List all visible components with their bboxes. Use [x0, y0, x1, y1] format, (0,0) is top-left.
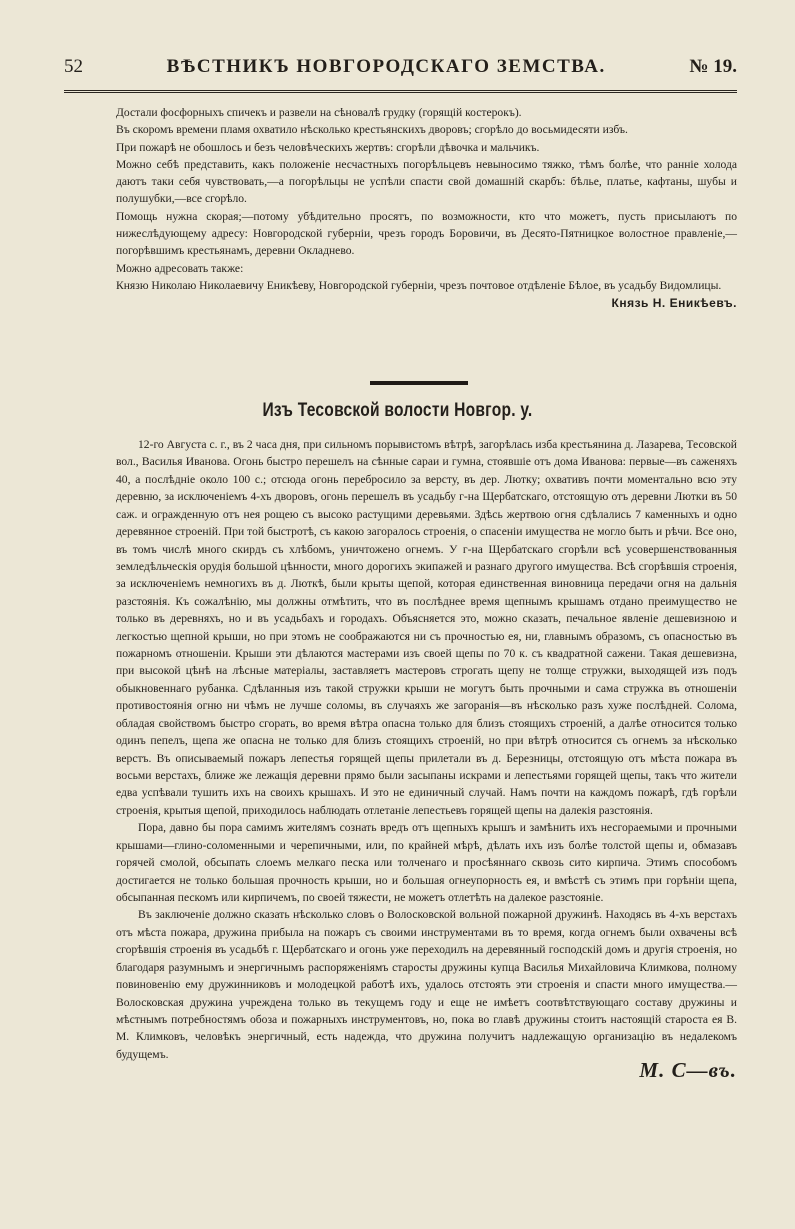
article-paragraph: Въ заключеніе должно сказать нѣсколько словъ о Волосковской вольной пожарной дружинѣ. Находясь въ 4-хъ верстахъ отъ мѣста пожара, дружина прибыла на пожаръ съ своими инструментами въ то время, когда огнемъ были охвачены всѣ сгорѣвшія строенія въ усадьбѣ г. Щербатскаго и огонь уже переходилъ на деревянный господскій домъ и другія строенія, но благодаря разумнымъ и энергичнымъ распоряженіямъ старосты дружины купца Василья Михайловича Климкова, полному повиновенію ему дружинниковъ и молодецкой работѣ ихъ, удалось отстоять эти строенія и спасти много имущества.—Волосковская дружина учреждена только въ текущемъ году и еще не имѣетъ соотвѣтствующаго составу дружины и мѣстнымъ потребностямъ обоза и пожарныхъ инструментовъ, но, пока во главѣ дружины стоитъ настоящій староста ея В. М. Климковъ, человѣкъ энергичный, есть надежда, что дружина получитъ надлежащую организацію въ недалекомъ будущемъ.	[116, 908, 737, 1061]
letter-block	[116, 104, 737, 313]
letter-paragraph: Достали фосфорныхъ спичекъ и развели на сѣновалѣ грудку (горящій костерокъ).	[116, 106, 522, 119]
running-header	[64, 56, 737, 93]
article-body	[116, 436, 737, 1063]
article-paragraph: Пора, давно бы пора самимъ жителямъ сознать вредъ отъ щепныхъ крышъ и замѣнить ихъ несгораемыми и прочными крышами—глино-соломенными и черепичными, или, по крайней мѣрѣ, дѣлать ихъ изъ болѣе толстой щепы и, обмазавъ горячей смолой, обсыпать слоемъ мелкаго песка или толченаго и просѣяннаго сквозь сито кирпича. Этимъ способомъ достигается не только большая прочность крыши, но и большая огнеупорность ея, и вмѣстѣ съ этимъ при горѣніи щепа, обсыпанная пескомъ или кирпичемъ, по своей тяжести, не можетъ отлетѣть на далекое разстояніе.	[116, 821, 737, 904]
letter-paragraph: Въ скоромъ времени пламя охватило нѣсколько крестьянскихъ дворовъ; сгорѣло до восьмидесяти избъ.	[116, 123, 628, 137]
section-title: Изъ Тесовской волости Новгор. у.	[262, 400, 533, 421]
article-paragraph: 12-го Августа с. г., въ 2 часа дня, при сильномъ порывистомъ вѣтрѣ, загорѣлась изба крестьянина д. Лазарева, Тесовской вол., Василья Иванова. Огонь быстро перешелъ на сѣнные сараи и гумна, стоявшіе отъ дома Иванова: первые—въ саженяхъ 40, а послѣдніе около 100 с.; отсюда огонь перебросило за версту, въ дер. Лютку; охвативъ почти моментально всю эту деревню, за исключеніемъ 4-хъ дворовъ, огонь перешелъ въ усадьбу г-на Щербатскаго, отстоящую отъ деревни Лютки въ 50 саж. и огражденную отъ нея рощею съ высоко растущими деревьями. Здѣсь жертвою огня сдѣлались 7 каменныхъ и одно деревянное строеній. При той быстротѣ, съ какою загоралось строенія, о спасеніи имущества не могло быть и рѣчи. Все оно, въ томъ числѣ много скирдъ съ хлѣбомъ, уничтожено огнемъ. У г-на Щербатскаго сгорѣли всѣ усовершенствованныя земледѣльческія орудія большой цѣнности, много дорогихъ экипажей и разнаго другого имущества. Всѣ сгорѣвшія строенія, за исключеніемъ немногихъ въ д. Люткѣ, были крыты щепой, которая единственная виновница передачи огня на дальнія разстоянія. Къ сожалѣнію, мы должны отмѣтить, что въ послѣднее время щепнымъ крышамъ отдано преимущество не только въ деревняхъ, но и въ усадьбахъ и городахъ. Объясняется это, можно сказать, печальное явленіе дешевизною и легкостью щепной крыши, но при этомъ не соображаются ни съ прочностью ея, ни, главнымъ образомъ, съ опасностью въ пожарномъ отношеніи. Крыши эти дѣлаются мастерами изъ своей щепы по 70 к. съ квадратной сажени. Такая дешевизна, при высокой цѣнѣ на лѣсные матеріалы, заставляетъ мастеровъ строгать щепу не толще стружки, выходящей изъ подъ обыкновеннаго рубанка. Сдѣланныя изъ такой стружки крыши не могутъ быть прочными и сама стружка въ отношеніи противостоянія огню ни чѣмъ не лучше соломы, въ случаяхъ же загоранія—въ нѣсколько разъ хуже послѣдней. Солома, обладая свойствомъ быстро сгорать, во время вѣтра опасна только для близъ стоящихъ строеній, а далѣе относится только одинъ пепелъ, щепа же опасна не только для близъ стоящихъ строеній, но при вѣтрѣ относится съ огнемъ за нѣсколько верстъ. Въ описываемый пожаръ лепестья горящей щепы прилетали въ д. Березницы, отстоящую отъ мѣста пожара въ восьми верстахъ, ближе же лежащія деревни прямо были засыпаны искрами и лепестьями горящей щепы, такъ что жители едва успѣвали тушить ихъ на своихъ крышахъ. И это не единичный случай. Намъ почти на каждомъ пожарѣ, гдѣ горѣли строенія, крытыя щепой, приходилось наблюдать отлетаніе лепестьевъ горящей щепы на далекія разстоянія.	[116, 438, 737, 817]
letter-signature: Князь Н. Еникѣевъ.	[611, 296, 737, 311]
issue-number: № 19.	[689, 56, 737, 77]
journal-title: ВѢСТНИКЪ НОВГОРОДСКАГО ЗЕМСТВА.	[166, 56, 606, 77]
page-number: 52	[64, 56, 83, 77]
letter-paragraph: Помощь нужна скорая;—потому убѣдительно просятъ, по возможности, кто что можетъ, пусть присылаютъ по нижеслѣдующему адресу: Новгородской губерніи, чрезъ городъ Боровичи, въ Десято-Пятницкое волостное правленіе,—погорѣвшимъ крестьянамъ, деревни Окладнево.	[116, 209, 737, 258]
letter-paragraph: Князю Николаю Николаевичу Еникѣеву, Новгородской губерніи, чрезъ почтовое отдѣленіе Бѣлое, въ усадьбу Видомлицы.	[116, 278, 722, 292]
letter-paragraph: Можно адресовать также:	[116, 261, 244, 275]
letter-paragraph: При пожарѣ не обошлось и безъ человѣческихъ жертвъ: сгорѣли дѣвочка и мальчикъ.	[116, 140, 540, 154]
letter-paragraph: Можно себѣ представить, какъ положеніе несчастныхъ погорѣльцевъ невыносимо тяжко, тѣмъ болѣе, что ранніе холода даютъ таки себя чувствовать,—а погорѣльцы не успѣли спасти свой домашній скарбъ: бѣлье, платье, кафтаны, шубы и полушубки,—все сгорѣло.	[116, 157, 737, 206]
section-divider	[370, 381, 468, 385]
article-signature: М. С—въ.	[639, 1058, 737, 1082]
